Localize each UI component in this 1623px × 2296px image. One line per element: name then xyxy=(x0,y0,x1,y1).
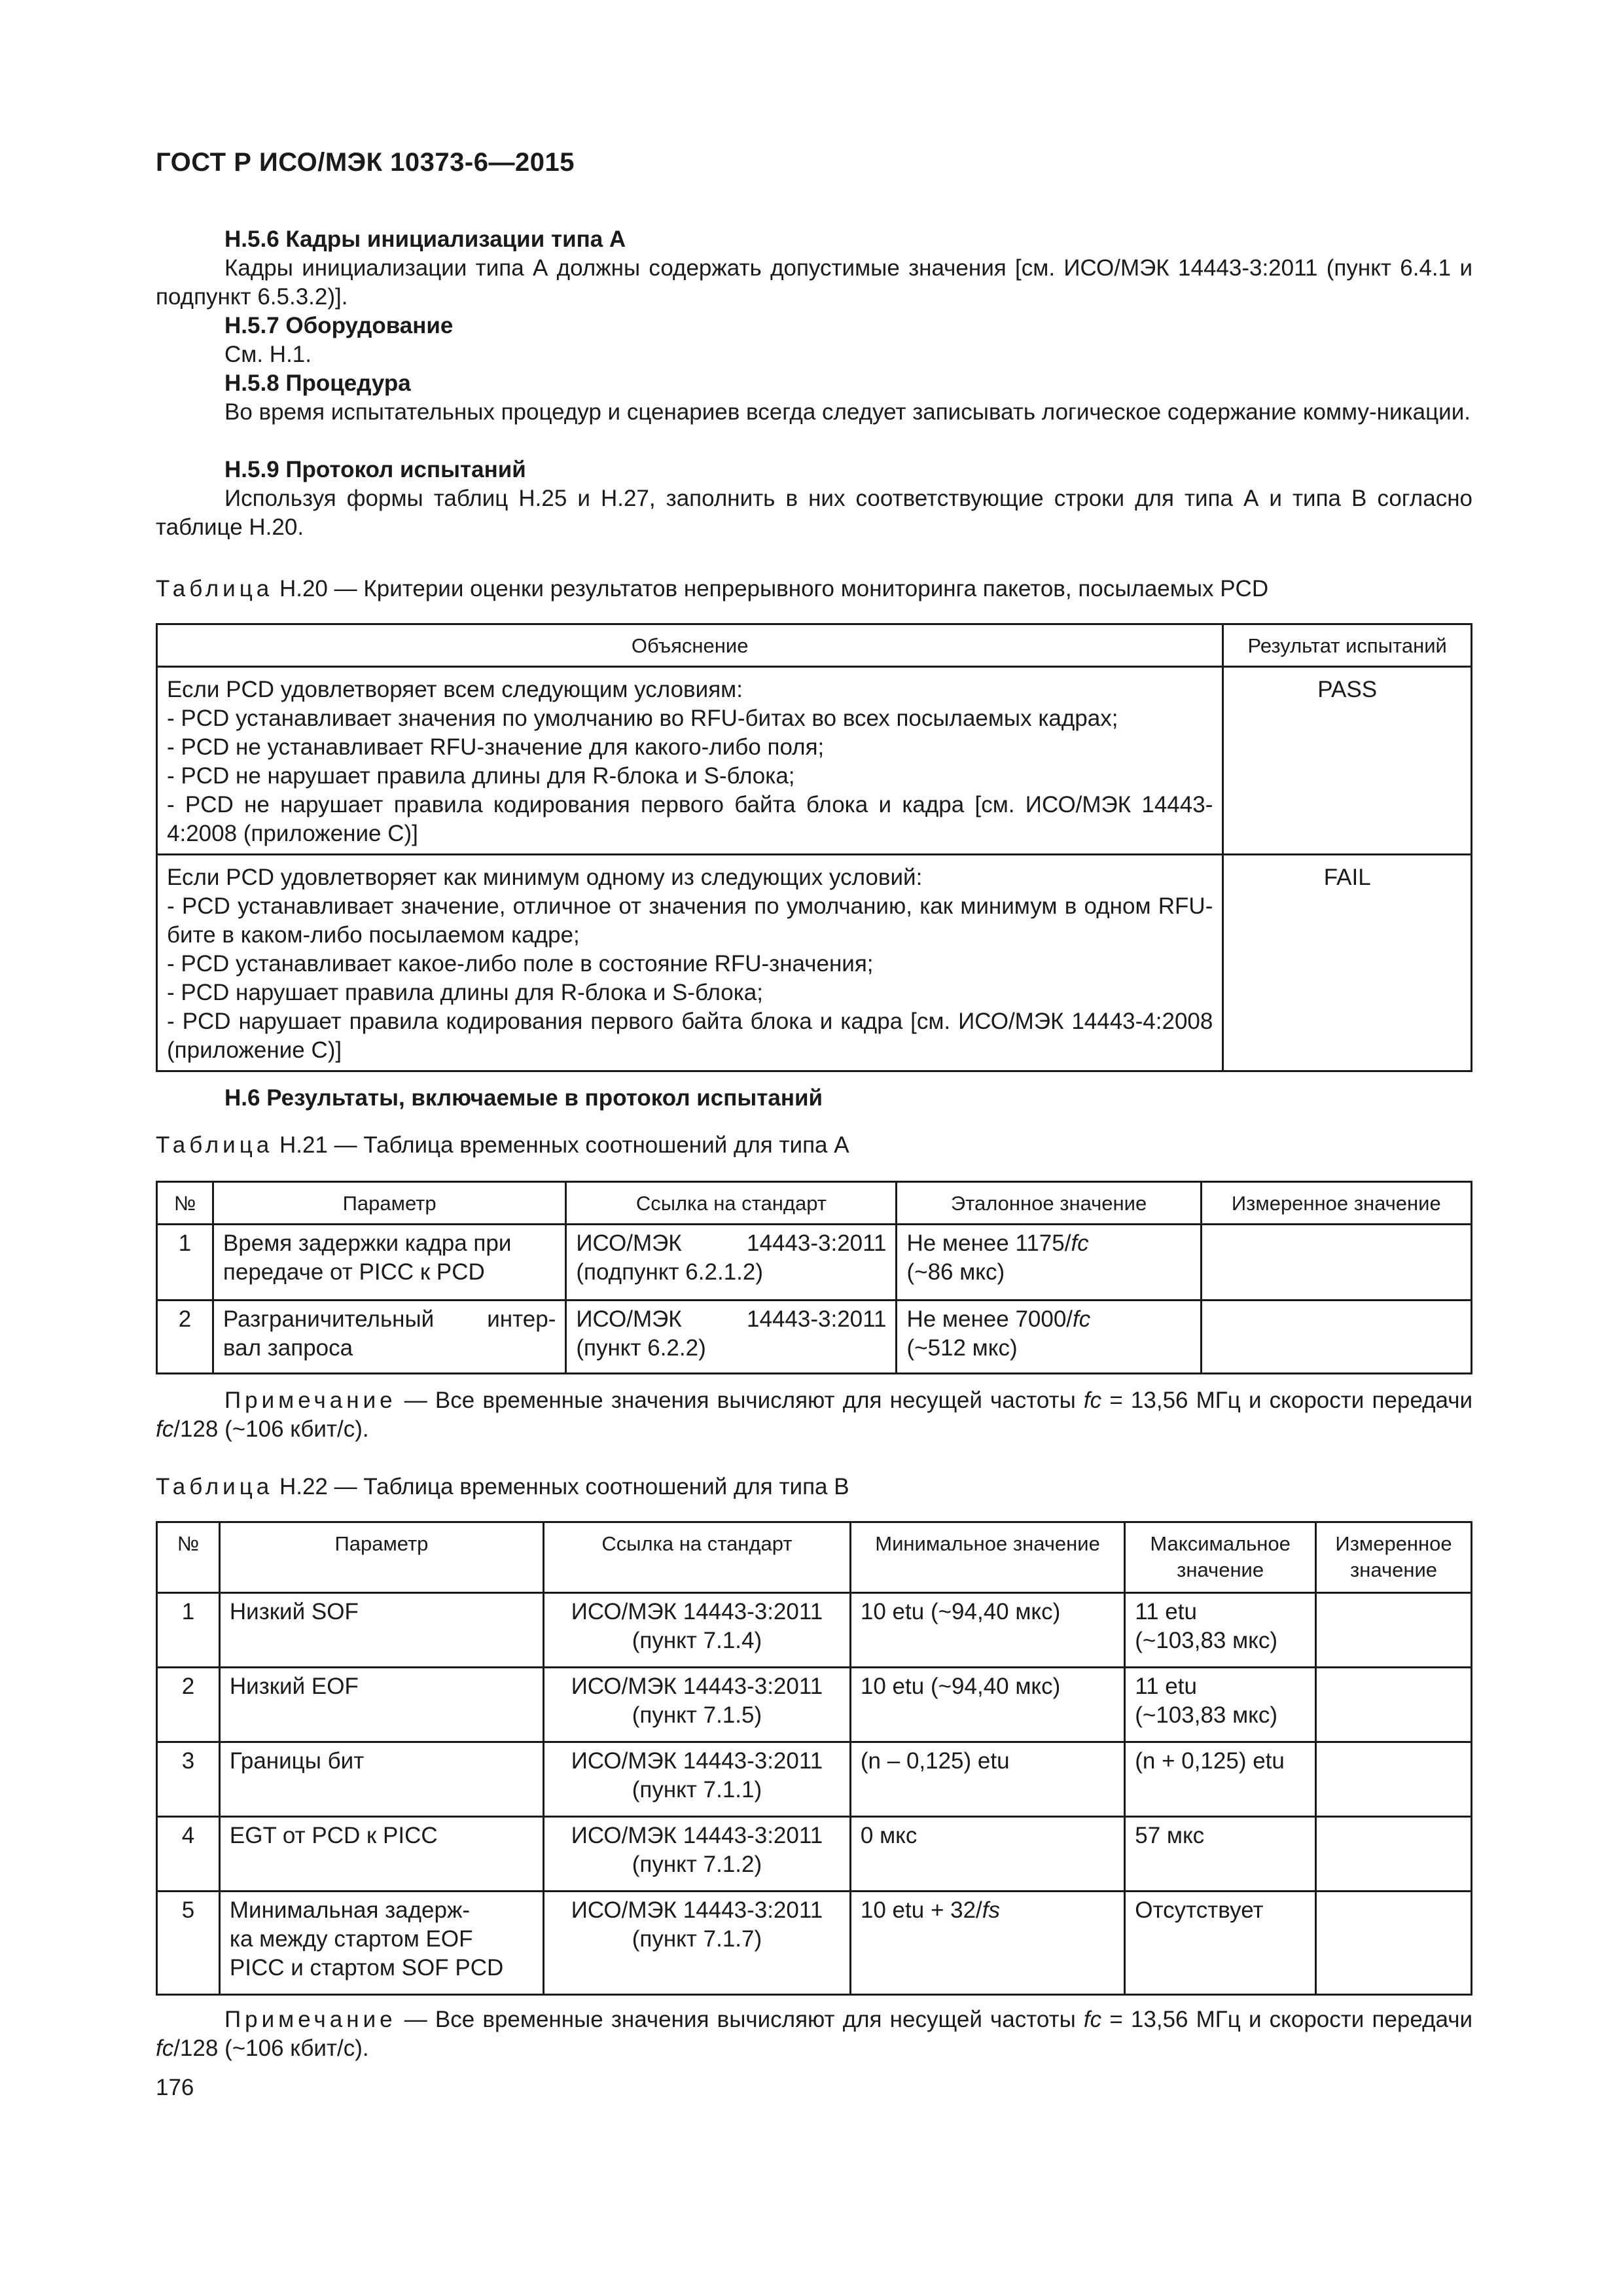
note-text: /128 (~106 кбит/с). xyxy=(173,1416,369,1442)
cell-parameter: Низкий EOF xyxy=(219,1668,543,1742)
value-text: Не менее 1175/ xyxy=(906,1230,1071,1256)
column-header: Ссылка на стандарт xyxy=(544,1522,851,1593)
section-h6 xyxy=(156,1084,1472,1113)
cell-parameter: Границы бит xyxy=(219,1742,543,1817)
table-cell-explanation xyxy=(157,855,1223,1071)
cell-min-value xyxy=(850,1892,1124,1995)
max-part: (n + 0,125) etu xyxy=(1135,1748,1285,1774)
param-line: вал запроса xyxy=(223,1335,353,1361)
column-header: Результат испытаний xyxy=(1223,624,1472,667)
column-header: Ссылка на стандарт xyxy=(566,1182,897,1225)
column-header: Эталонное значение xyxy=(897,1182,1201,1225)
note-text: = 13,56 МГц и скорости передачи xyxy=(1101,1388,1472,1413)
paragraph: См. Н.1. xyxy=(224,342,312,367)
table-h22-note xyxy=(156,2005,1472,2063)
cell-reference-value xyxy=(897,1225,1201,1300)
cell-measured-value xyxy=(1316,1742,1472,1817)
table-row xyxy=(157,1300,1472,1374)
cell-line: Если PCD удовлетворяет всем следующим условиям: xyxy=(167,677,743,702)
cell-number: 4 xyxy=(157,1817,220,1892)
document-header-title: ГОСТ Р ИСО/МЭК 10373-6—2015 xyxy=(156,148,575,177)
table-header-row xyxy=(157,1182,1472,1225)
column-header: Параметр xyxy=(219,1522,543,1593)
cell-max-value xyxy=(1125,1668,1316,1742)
cell-parameter xyxy=(219,1892,543,1995)
caption-text: Н.20 — Критерии оценки результатов непрерывного мониторинга пакетов, посылаемых PCD xyxy=(273,576,1269,601)
ref-part: ИСО/МЭК 14443-3:2011 xyxy=(571,1674,823,1699)
column-header: Максимальное значение xyxy=(1125,1522,1316,1593)
cell-line: Если PCD удовлетворяет как минимум одному из следующих условий: xyxy=(167,865,923,890)
table-cell-result: PASS xyxy=(1223,667,1472,855)
cell-number: 1 xyxy=(157,1593,220,1668)
cell-min-value: 10 etu (~94,40 мкс) xyxy=(850,1593,1124,1668)
cell-measured-value xyxy=(1316,1892,1472,1995)
column-header: № xyxy=(157,1522,220,1593)
table-h21-caption xyxy=(156,1131,1472,1160)
cell-parameter: Низкий SOF xyxy=(219,1593,543,1668)
table-row xyxy=(157,667,1472,855)
cell-reference xyxy=(566,1300,897,1374)
note-symbol: fc xyxy=(1083,1388,1102,1413)
ref-part: ИСО/МЭК xyxy=(576,1230,682,1256)
table-row xyxy=(157,1593,1472,1668)
note-symbol: fc xyxy=(156,2036,174,2061)
column-header: Минимальное значение xyxy=(850,1522,1124,1593)
cell-line: - PCD нарушает правила длины для R-блока и S-блока; xyxy=(167,980,763,1005)
caption-word: Таблица xyxy=(156,1474,274,1499)
cell-min-value: 10 etu (~94,40 мкс) xyxy=(850,1668,1124,1742)
note-text: — Все временные значения вычисляют для несущей частоты xyxy=(396,1388,1084,1413)
caption-text: Н.22 — Таблица временных соотношений для типа В xyxy=(273,1474,849,1499)
table-h20 xyxy=(156,623,1472,1072)
cell-line: - PCD устанавливает значение, отличное от значения по умолчанию, как минимум в одном RFU-бите в каком-либо посылаемом кадре; xyxy=(167,893,1213,948)
note-word: Примечание xyxy=(224,1388,397,1413)
table-row xyxy=(157,855,1472,1071)
param-line: Разграничительный интер- xyxy=(223,1306,556,1332)
cell-line: - PCD не нарушает правила длины для R-блока и S-блока; xyxy=(167,763,795,789)
note-symbol: fc xyxy=(156,1416,174,1442)
table-row xyxy=(157,1742,1472,1817)
note-text: /128 (~106 кбит/с). xyxy=(173,2036,369,2061)
cell-parameter: EGT от PCD к PICC xyxy=(219,1817,543,1892)
note-text: = 13,56 МГц и скорости передачи xyxy=(1101,2007,1472,2032)
value-text: (~512 мкс) xyxy=(906,1335,1018,1361)
value-symbol: fc xyxy=(1071,1230,1089,1256)
param-line: Минимальная задерж- xyxy=(229,1897,471,1923)
table-header-row xyxy=(157,1522,1472,1593)
ref-part: ИСО/МЭК 14443-3:2011 xyxy=(571,1599,823,1624)
cell-line: - PCD устанавливает значения по умолчанию во RFU-битах во всех посылаемых кадрах; xyxy=(167,706,1118,731)
max-part: (~103,83 мкс) xyxy=(1135,1702,1278,1728)
cell-measured-value xyxy=(1316,1668,1472,1742)
cell-line: - PCD не устанавливает RFU-значение для какого-либо поля; xyxy=(167,734,825,760)
cell-max-value xyxy=(1125,1593,1316,1668)
section-h56 xyxy=(156,225,1472,312)
table-h22 xyxy=(156,1521,1472,1996)
cell-parameter xyxy=(213,1300,565,1374)
param-line: PICC и стартом SOF PCD xyxy=(229,1955,504,1981)
note-text: — Все временные значения вычисляют для несущей частоты xyxy=(396,2007,1084,2032)
ref-part: ИСО/МЭК xyxy=(576,1306,682,1332)
ref-part: ИСО/МЭК 14443-3:2011 xyxy=(571,1748,823,1774)
value-text: 10 etu + 32/ xyxy=(860,1897,982,1923)
caption-text: Н.21 — Таблица временных соотношений для типа А xyxy=(273,1132,849,1158)
column-header: Объяснение xyxy=(157,624,1223,667)
value-text: (~86 мкс) xyxy=(906,1259,1005,1285)
max-part: 57 мкс xyxy=(1135,1823,1205,1848)
section-heading: H.6 Результаты, включаемые в протокол испытаний xyxy=(224,1085,823,1111)
max-part: Отсутствует xyxy=(1135,1897,1264,1923)
cell-parameter: Время задержки кадра при передаче от PICC к PCD xyxy=(213,1225,565,1300)
cell-min-value: 0 мкс xyxy=(850,1817,1124,1892)
ref-part: (пункт 6.2.2) xyxy=(576,1335,706,1361)
column-header: Измеренное значение xyxy=(1316,1522,1472,1593)
ref-part: (пункт 7.1.5) xyxy=(632,1702,762,1728)
ref-part: ИСО/МЭК 14443-3:2011 xyxy=(571,1823,823,1848)
section-heading: H.5.9 Протокол испытаний xyxy=(224,457,526,482)
cell-reference xyxy=(544,1668,851,1742)
section-heading: H.5.8 Процедура xyxy=(224,370,411,396)
table-row xyxy=(157,1892,1472,1995)
table-h22-caption xyxy=(156,1473,1472,1501)
cell-max-value xyxy=(1125,1817,1316,1892)
column-header: № xyxy=(157,1182,213,1225)
param-line: ка между стартом EOF xyxy=(229,1926,473,1952)
cell-number: 5 xyxy=(157,1892,220,1995)
table-row xyxy=(157,1668,1472,1742)
ref-part: ИСО/МЭК 14443-3:2011 xyxy=(571,1897,823,1923)
table-h20-caption xyxy=(156,575,1472,603)
ref-part: (пункт 7.1.1) xyxy=(632,1777,762,1803)
cell-max-value xyxy=(1125,1892,1316,1995)
cell-line: - PCD нарушает правила кодирования первого байта блока и кадра [см. ИСО/МЭК 14443-4:2008 (приложение С)] xyxy=(167,1009,1213,1063)
cell-number: 2 xyxy=(157,1668,220,1742)
note-symbol: fc xyxy=(1083,2007,1102,2032)
cell-reference xyxy=(566,1225,897,1300)
section-h59 xyxy=(156,456,1472,542)
max-part: 11 etu xyxy=(1135,1674,1197,1699)
cell-number: 1 xyxy=(157,1225,213,1300)
table-row xyxy=(157,1817,1472,1892)
table-row xyxy=(157,1225,1472,1300)
section-h58 xyxy=(156,369,1472,427)
cell-measured-value xyxy=(1316,1593,1472,1668)
caption-word: Таблица xyxy=(156,1132,274,1158)
ref-part: 14443-3:2011 xyxy=(747,1230,887,1256)
cell-measured-value xyxy=(1316,1817,1472,1892)
section-heading: H.5.7 Оборудование xyxy=(224,313,454,338)
ref-part: 14443-3:2011 xyxy=(747,1306,887,1332)
cell-min-value: (n – 0,125) etu xyxy=(850,1742,1124,1817)
cell-reference xyxy=(544,1817,851,1892)
value-text: Не менее 7000/ xyxy=(906,1306,1073,1332)
column-header: Параметр xyxy=(213,1182,565,1225)
cell-line: - PCD устанавливает какое-либо поле в состояние RFU-значения; xyxy=(167,951,874,977)
cell-number: 3 xyxy=(157,1742,220,1817)
cell-measured-value xyxy=(1201,1300,1471,1374)
paragraph: Во время испытательных процедур и сценариев всегда следует записывать логическое содержание комму-никации. xyxy=(224,399,1471,425)
max-part: (~103,83 мкс) xyxy=(1135,1628,1278,1653)
table-header-row xyxy=(157,624,1472,667)
cell-max-value xyxy=(1125,1742,1316,1817)
cell-line: - PCD не нарушает правила кодирования первого байта блока и кадра [см. ИСО/МЭК 14443-4:2008 (приложение С)] xyxy=(167,792,1213,846)
column-header: Измеренное значение xyxy=(1201,1182,1471,1225)
page-number: 176 xyxy=(156,2075,194,2100)
cell-reference-value xyxy=(897,1300,1201,1374)
cell-reference xyxy=(544,1593,851,1668)
table-h21 xyxy=(156,1181,1472,1374)
ref-part: (пункт 7.1.7) xyxy=(632,1926,762,1952)
cell-reference xyxy=(544,1742,851,1817)
paragraph: Используя формы таблиц Н.25 и Н.27, заполнить в них соответствующие строки для типа А и типа В согласно таблице Н.20. xyxy=(156,486,1472,540)
paragraph: Кадры инициализации типа А должны содержать допустимые значения [см. ИСО/МЭК 14443-3:2011 (пункт 6.4.1 и подпункт 6.5.3.2)]. xyxy=(156,255,1472,310)
ref-part: (пункт 7.1.4) xyxy=(632,1628,762,1653)
ref-part: (пункт 7.1.2) xyxy=(632,1852,762,1877)
value-symbol: fc xyxy=(1073,1306,1091,1332)
note-word: Примечание xyxy=(224,2007,397,2032)
cell-number: 2 xyxy=(157,1300,213,1374)
table-cell-explanation xyxy=(157,667,1223,855)
cell-measured-value xyxy=(1201,1225,1471,1300)
value-symbol: fs xyxy=(982,1897,1000,1923)
caption-word: Таблица xyxy=(156,576,274,601)
ref-part: (подпункт 6.2.1.2) xyxy=(576,1259,764,1285)
section-h57 xyxy=(156,312,1472,369)
cell-reference xyxy=(544,1892,851,1995)
table-cell-result: FAIL xyxy=(1223,855,1472,1071)
section-heading: H.5.6 Кадры инициализации типа А xyxy=(224,226,626,252)
table-h21-note xyxy=(156,1386,1472,1444)
max-part: 11 etu xyxy=(1135,1599,1197,1624)
